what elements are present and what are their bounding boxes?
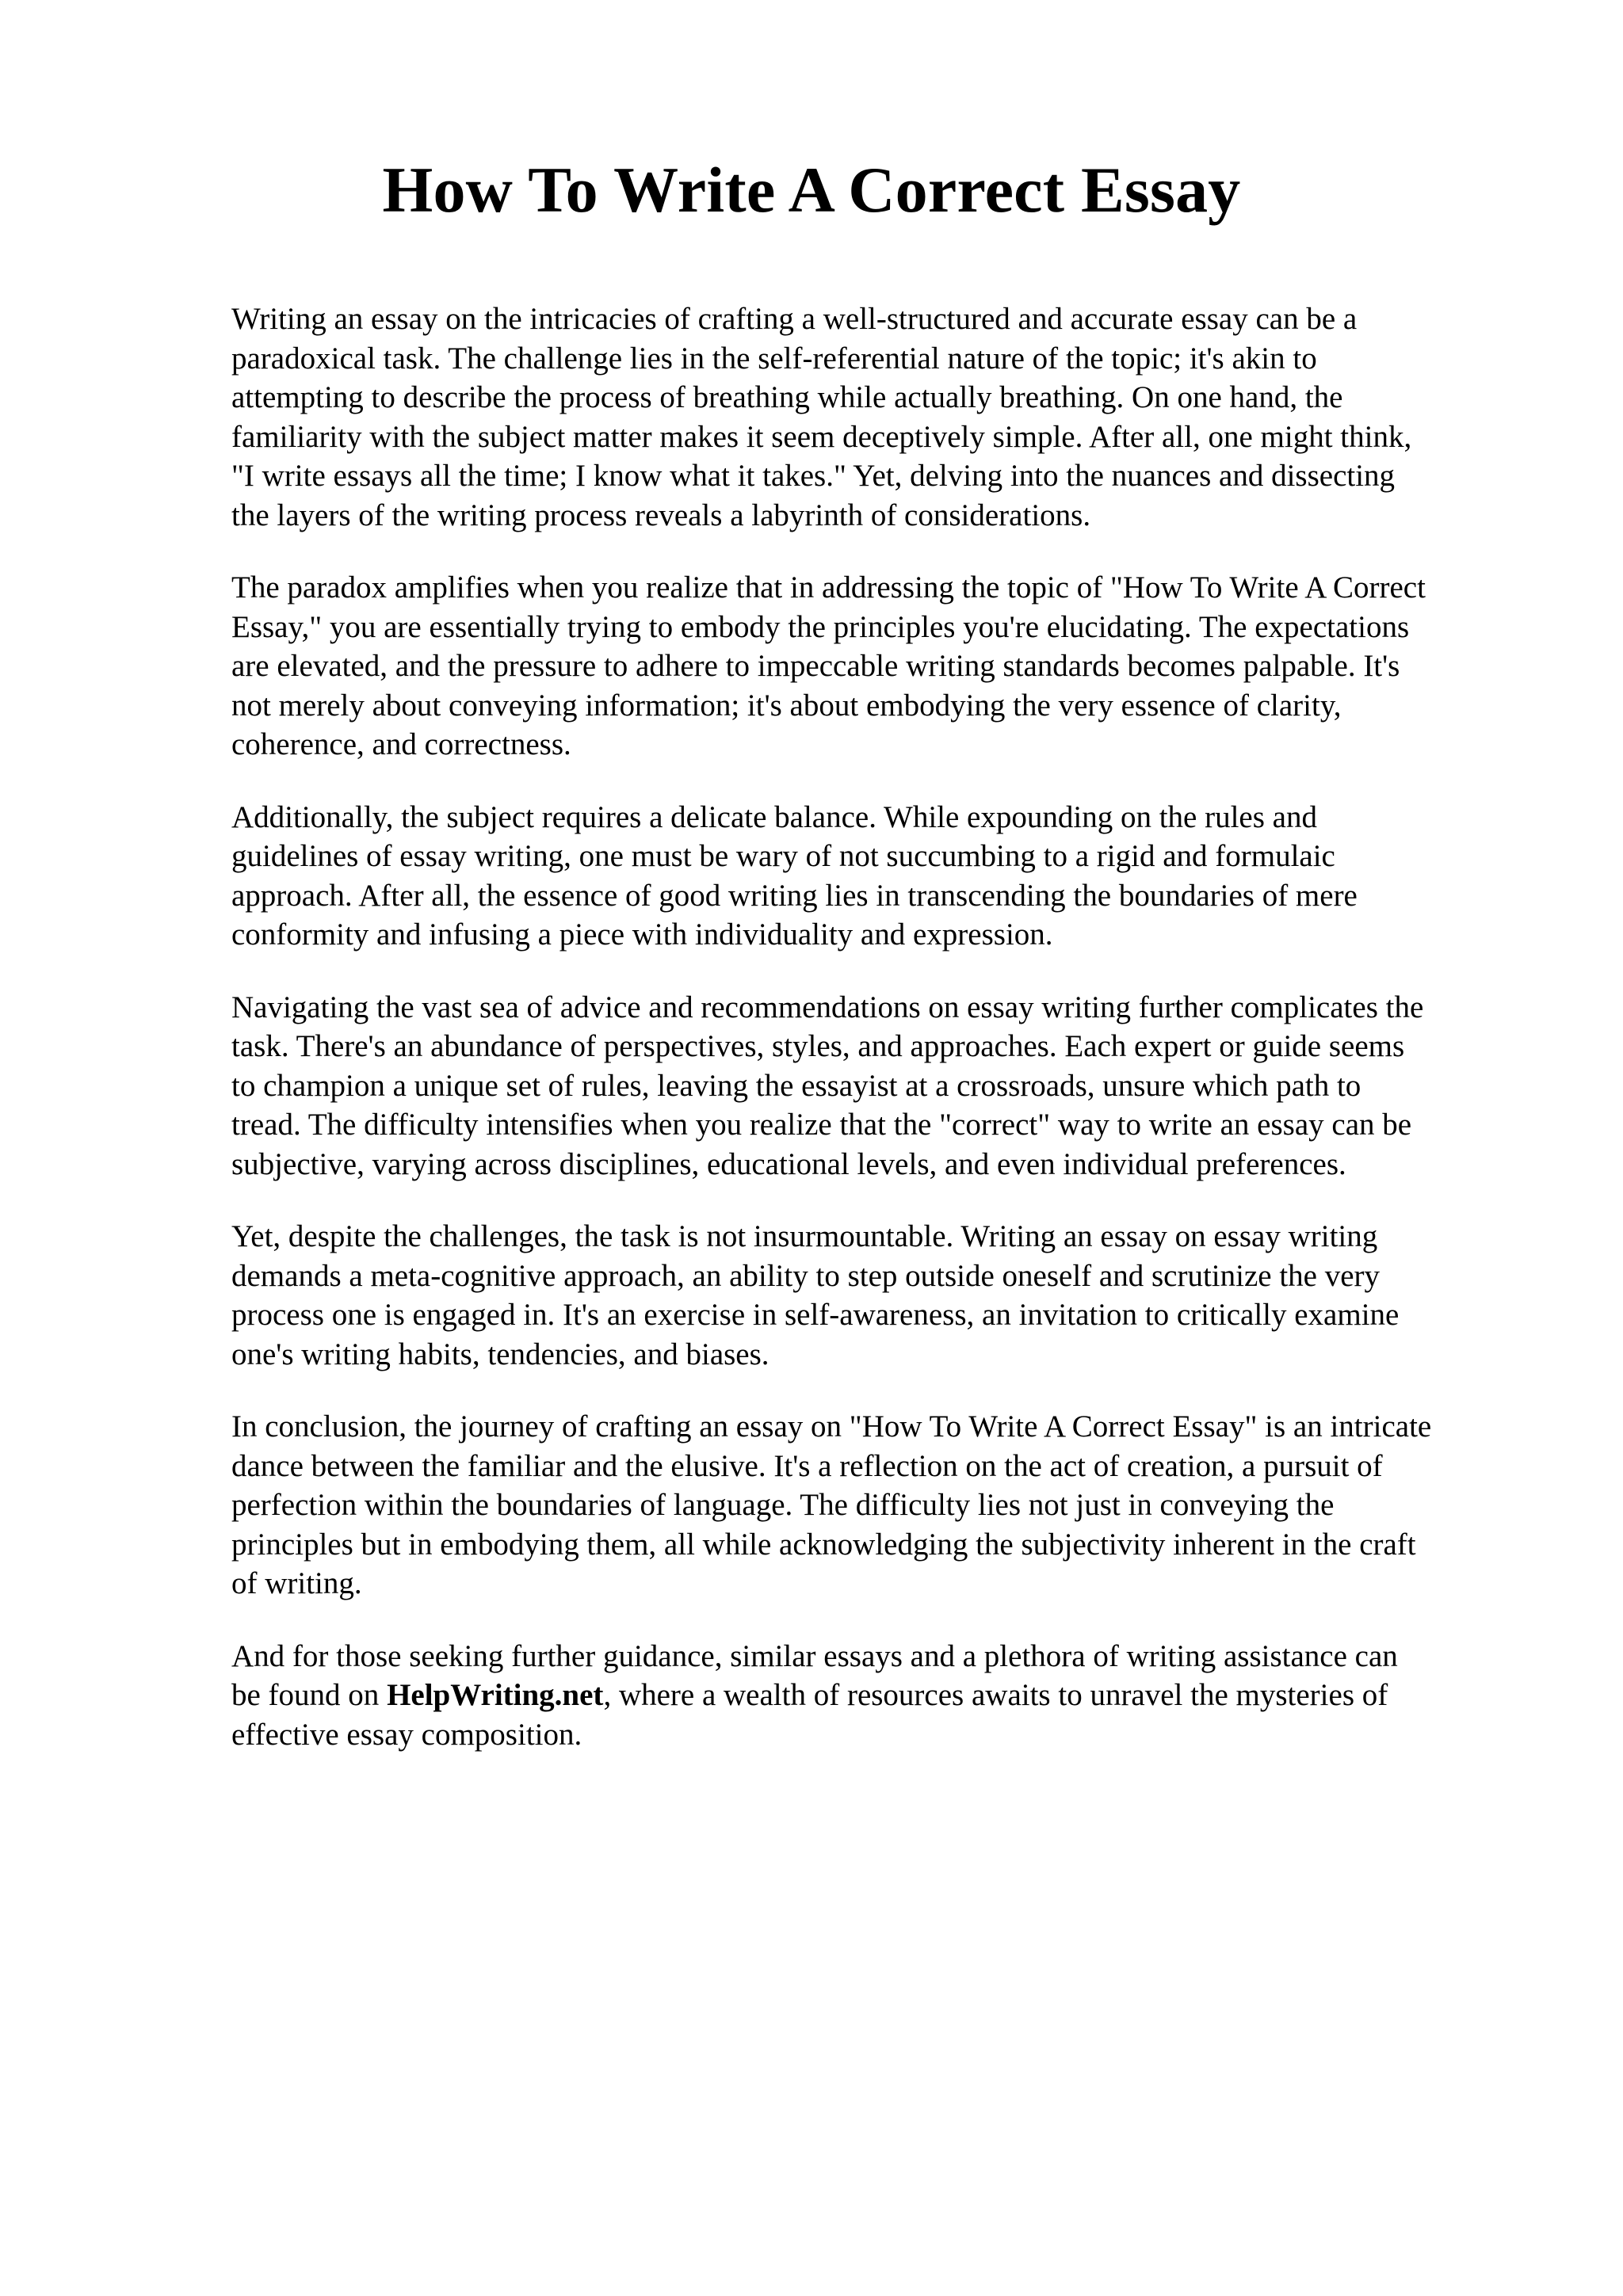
paragraph-7 xyxy=(231,1637,1515,1755)
text-fragment: be found on xyxy=(231,1678,388,1712)
text-line: Essay," you are essentially trying to embody the principles you're elucidating. The expectations xyxy=(231,609,1410,644)
paragraph-6 xyxy=(231,1407,1515,1604)
text-line: Additionally, the subject requires a delicate balance. While expounding on the rules and xyxy=(231,799,1317,834)
text-line: coherence, and correctness. xyxy=(231,727,571,761)
text-line: effective essay composition. xyxy=(231,1717,582,1752)
text-line: demands a meta-cognitive approach, an ability to step outside oneself and scrutinize the very xyxy=(231,1258,1381,1293)
text-line: tread. The difficulty intensifies when you realize that the "correct" way to write an essay can be xyxy=(231,1108,1412,1142)
document-body xyxy=(231,299,1515,1787)
paragraph-1 xyxy=(231,299,1515,535)
text-line: attempting to describe the process of breathing while actually breathing. On one hand, the xyxy=(231,380,1343,414)
text-line: one's writing habits, tendencies, and biases. xyxy=(231,1337,769,1371)
paragraph-4 xyxy=(231,988,1515,1184)
paragraph-2 xyxy=(231,568,1515,765)
document-title: How To Write A Correct Essay xyxy=(382,154,1241,226)
text-line: to champion a unique set of rules, leaving the essayist at a crossroads, unsure which path to xyxy=(231,1068,1361,1103)
text-line: guidelines of essay writing, one must be wary of not succumbing to a rigid and formulaic xyxy=(231,839,1335,873)
text-line: "I write essays all the time; I know what it takes." Yet, delving into the nuances and dissecting xyxy=(231,459,1396,493)
text-line: of writing. xyxy=(231,1566,362,1600)
text-line: paradoxical task. The challenge lies in the self-referential nature of the topic; it's akin to xyxy=(231,341,1317,376)
text-line: Yet, despite the challenges, the task is not insurmountable. Writing an essay on essay writing xyxy=(231,1219,1378,1253)
text-line: dance between the familiar and the elusive. It's a reflection on the act of creation, a pursuit of xyxy=(231,1448,1383,1483)
text-line: Navigating the vast sea of advice and recommendations on essay writing further complicates the xyxy=(231,990,1424,1024)
paragraph-5 xyxy=(231,1217,1515,1374)
text-line: approach. After all, the essence of good writing lies in transcending the boundaries of mere xyxy=(231,878,1358,913)
paragraph-3 xyxy=(231,798,1515,955)
text-fragment: , where a wealth of resources awaits to unravel the mysteries of xyxy=(603,1678,1388,1712)
text-line: And for those seeking further guidance, similar essays and a plethora of writing assistance can xyxy=(231,1638,1398,1673)
text-line: not merely about conveying information; it's about embodying the very essence of clarity, xyxy=(231,688,1342,723)
text-line: the layers of the writing process reveals a labyrinth of considerations. xyxy=(231,498,1091,532)
helpwriting-link[interactable]: HelpWriting.net xyxy=(387,1678,604,1712)
text-line: task. There's an abundance of perspectives, styles, and approaches. Each expert or guide seems xyxy=(231,1029,1405,1063)
text-line: The paradox amplifies when you realize that in addressing the topic of "How To Write A Correct xyxy=(231,570,1426,605)
text-line: process one is engaged in. It's an exercise in self-awareness, an invitation to critically examine xyxy=(231,1298,1400,1332)
text-line: perfection within the boundaries of language. The difficulty lies not just in conveying the xyxy=(231,1488,1335,1522)
text-line: are elevated, and the pressure to adhere to impeccable writing standards becomes palpable. It's xyxy=(231,649,1400,683)
text-line-with-link xyxy=(231,1676,1515,1715)
text-line: Writing an essay on the intricacies of crafting a well-structured and accurate essay can be a xyxy=(231,302,1358,336)
text-line: subjective, varying across disciplines, educational levels, and even individual preferences. xyxy=(231,1146,1346,1181)
text-line: principles but in embodying them, all while acknowledging the subjectivity inherent in the craft xyxy=(231,1527,1416,1562)
text-line: conformity and infusing a piece with individuality and expression. xyxy=(231,917,1053,952)
text-line: familiarity with the subject matter makes it seem deceptively simple. After all, one might think, xyxy=(231,419,1412,454)
text-line: In conclusion, the journey of crafting an essay on "How To Write A Correct Essay" is an intricate xyxy=(231,1409,1432,1444)
